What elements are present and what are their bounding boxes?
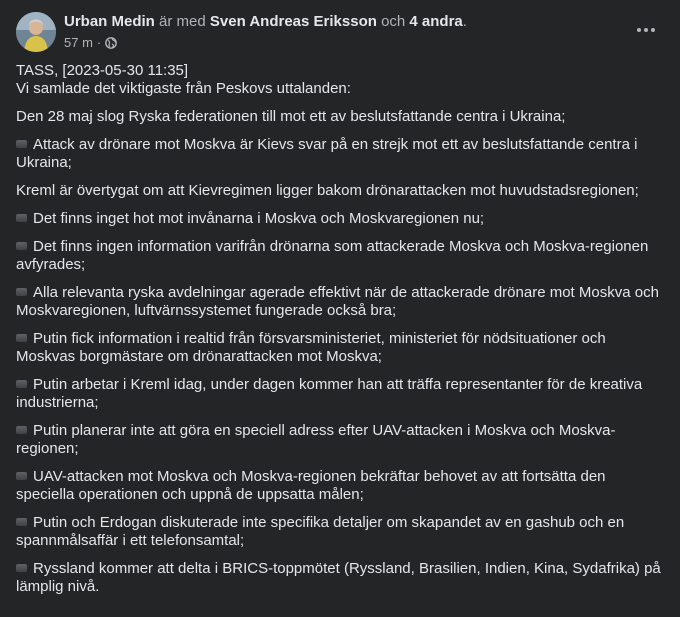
post-paragraph bbox=[16, 136, 664, 172]
post-paragraph bbox=[16, 422, 664, 458]
bullet-icon bbox=[16, 288, 27, 296]
paragraph-text: UAV-attacken mot Moskva och Moskva-regionen bekräftar behovet av att fortsätta den speciella operationen och uppnå de uppsatta målen; bbox=[16, 468, 606, 503]
bullet-icon bbox=[16, 518, 27, 526]
paragraph-text: Det finns inget hot mot invånarna i Moskva och Moskvaregionen nu; bbox=[33, 210, 485, 227]
separator-dot: · bbox=[96, 35, 102, 50]
bullet-icon bbox=[16, 426, 27, 434]
and-text: och bbox=[381, 13, 406, 30]
post-paragraph bbox=[16, 468, 664, 504]
bullet-icon bbox=[16, 334, 27, 342]
bullet-icon bbox=[16, 564, 27, 572]
post-paragraph bbox=[16, 560, 664, 596]
more-options-button[interactable] bbox=[630, 14, 662, 46]
post-content bbox=[16, 62, 664, 606]
more-options-icon bbox=[636, 27, 656, 33]
paragraph-text: Alla relevanta ryska avdelningar agerade effektivt när de attackerade drönare mot Moskva och Moskvaregionen, luftvärnssystemet fungerade också bra; bbox=[16, 284, 659, 319]
post-paragraph bbox=[16, 210, 664, 228]
with-text: är med bbox=[159, 13, 206, 30]
paragraph-text: Kreml är övertygat om att Kievregimen ligger bakom drönarattacken mot huvudstadsregionen; bbox=[16, 182, 639, 199]
post-summary-line: Vi samlade det viktigaste från Peskovs uttalanden: bbox=[16, 80, 351, 97]
tagged-person[interactable]: Sven Andreas Eriksson bbox=[209, 13, 377, 30]
paragraph-text: Attack av drönare mot Moskva är Kievs svar på en strejk mot ett av beslutsfattande centra i Ukraina; bbox=[16, 136, 638, 171]
post-paragraph bbox=[16, 182, 664, 200]
globe-icon[interactable] bbox=[105, 37, 117, 49]
paragraph-text: Den 28 maj slog Ryska federationen till mot ett av beslutsfattande centra i Ukraina; bbox=[16, 108, 566, 125]
paragraph-text: Det finns ingen information varifrån drönarna som attackerade Moskva och Moskva-regionen avfyrades; bbox=[16, 238, 649, 273]
post-paragraph bbox=[16, 108, 664, 126]
bullet-icon bbox=[16, 242, 27, 250]
author-line bbox=[64, 13, 624, 31]
post-intro bbox=[16, 62, 664, 98]
post-paragraph bbox=[16, 514, 664, 550]
bullet-icon bbox=[16, 214, 27, 222]
post-paragraph bbox=[16, 238, 664, 274]
post-meta bbox=[64, 13, 624, 51]
post-source-line: TASS, [2023-05-30 11:35] bbox=[16, 62, 189, 79]
post-paragraphs bbox=[16, 108, 664, 596]
post-paragraph bbox=[16, 376, 664, 412]
author-name[interactable]: Urban Medin bbox=[64, 13, 155, 30]
post-paragraph bbox=[16, 284, 664, 320]
paragraph-text: Putin planerar inte att göra en speciell adress efter UAV-attacken i Moskva och Moskva-regionen; bbox=[16, 422, 616, 457]
period: . bbox=[462, 13, 467, 30]
others-link[interactable]: 4 andra bbox=[409, 13, 463, 30]
bullet-icon bbox=[16, 140, 27, 148]
post-header bbox=[16, 12, 664, 54]
bullet-icon bbox=[16, 472, 27, 480]
post-paragraph bbox=[16, 330, 664, 366]
paragraph-text: Ryssland kommer att delta i BRICS-toppmötet (Ryssland, Brasilien, Indien, Kina, Sydafrika) på lämplig nivå. bbox=[16, 560, 661, 595]
paragraph-text: Putin och Erdogan diskuterade inte specifika detaljer om skapandet av en gashub och en spannmålsaffär i ett telefonsamtal; bbox=[16, 514, 625, 549]
author-avatar[interactable] bbox=[16, 12, 56, 52]
bullet-icon bbox=[16, 380, 27, 388]
paragraph-text: Putin fick information i realtid från försvarsministeriet, ministeriet för nödsituationer och Moskvas borgmästare om drönarattacken mot Moskva; bbox=[16, 330, 606, 365]
post-subline bbox=[64, 35, 624, 51]
paragraph-text: Putin arbetar i Kreml idag, under dagen kommer han att träffa representanter för de kreativa industrierna; bbox=[16, 376, 643, 411]
post-time[interactable]: 57 m bbox=[64, 35, 93, 50]
